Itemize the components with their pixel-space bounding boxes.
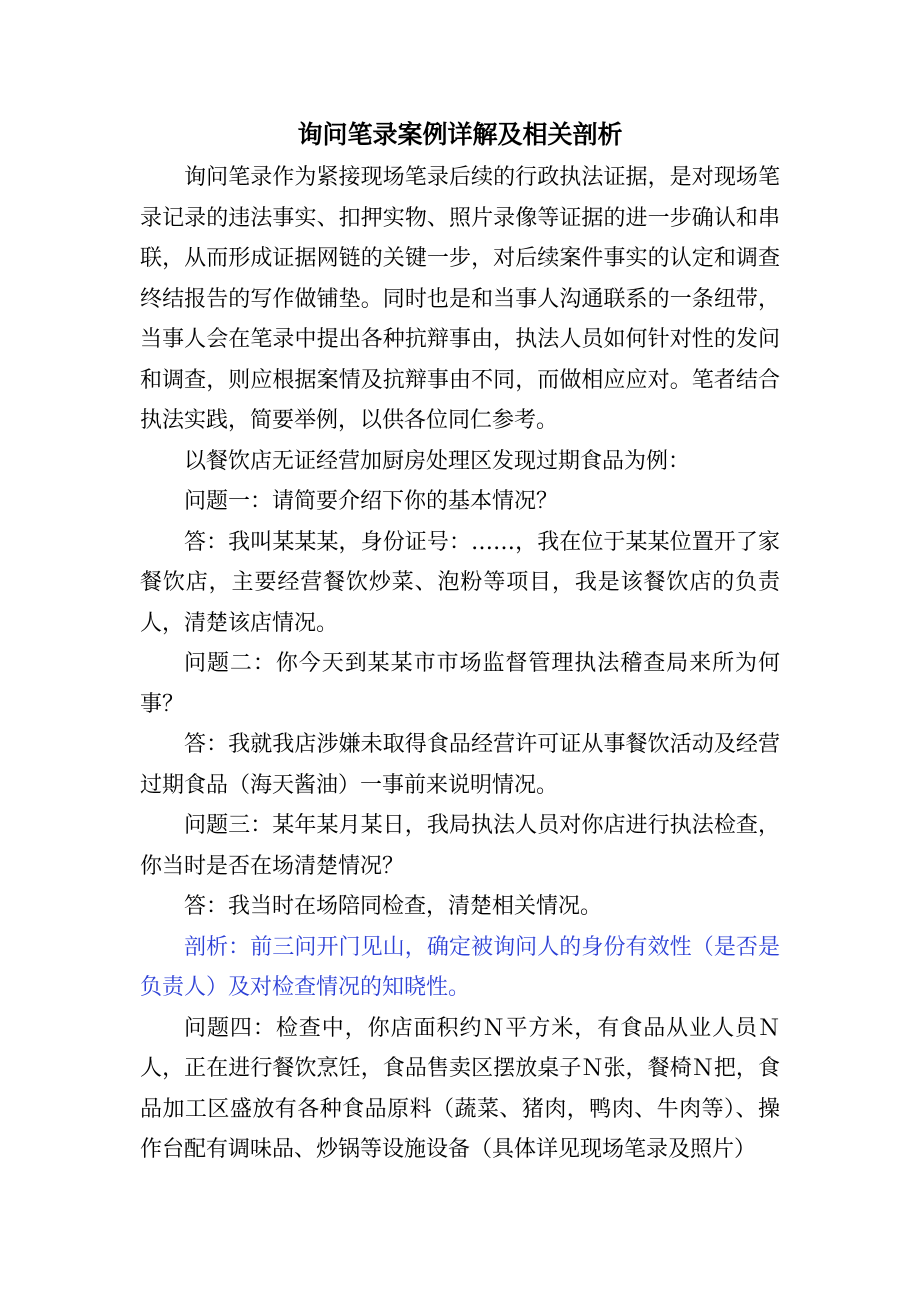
intro-paragraph: 询问笔录作为紧接现场笔录后续的行政执法证据，是对现场笔录记录的违法事实、扣押实物、照片录像等证据的进一步确认和串联，从而形成证据网链的关键一步，对后续案件事实的认定和调查终结报告的写作做铺垫。同时也是和当事人沟通联系的一条纽带，当事人会在笔录中提出各种抗辩事由，执法人员如何针对性的发问和调查，则应根据案情及抗辩事由不同，而做相应应对。笔者结合执法实践，简要举例，以供各位同仁参考。 xyxy=(140,165,780,433)
question-4: 问题四：检查中，你店面积约Ｎ平方米，有食品从业人员Ｎ人，正在进行餐饮烹饪，食品售卖区摆放桌子Ｎ张，餐椅Ｎ把，食品加工区盛放有各种食品原料（蔬菜、猪肉，鸭肉、牛肉等）、操作台配有调味品、炒锅等设施设备（具体详见现场笔录及照片） xyxy=(140,1015,780,1162)
answer-1: 答：我叫某某某，身份证号：……，我在位于某某位置开了家餐饮店，主要经营餐饮炒菜、泡粉等项目，我是该餐饮店的负责人，清楚该店情况。 xyxy=(140,529,780,636)
answer-3: 答：我当时在场陪同检查，清楚相关情况。 xyxy=(184,894,603,919)
document-body xyxy=(140,158,780,1171)
question-2: 问题二：你今天到某某市市场监督管理执法稽查局来所为何事？ xyxy=(140,651,780,717)
question-3: 问题三：某年某月某日，我局执法人员对你店进行执法检查，你当时是否在场清楚情况？ xyxy=(140,813,780,879)
document-title: 询问笔录案例详解及相关剖析 xyxy=(297,120,623,149)
answer-2: 答：我就我店涉嫌未取得食品经营许可证从事餐饮活动及经营过期食品（海天酱油）一事前来说明情况。 xyxy=(140,732,780,798)
analysis-paragraph: 剖析：前三问开门见山，确定被询问人的身份有效性（是否是负责人）及对检查情况的知晓性。 xyxy=(140,934,780,1000)
question-1: 问题一：请简要介绍下你的基本情况？ xyxy=(184,489,559,514)
case-intro-paragraph: 以餐饮店无证经营加厨房处理区发现过期食品为例： xyxy=(184,448,691,474)
